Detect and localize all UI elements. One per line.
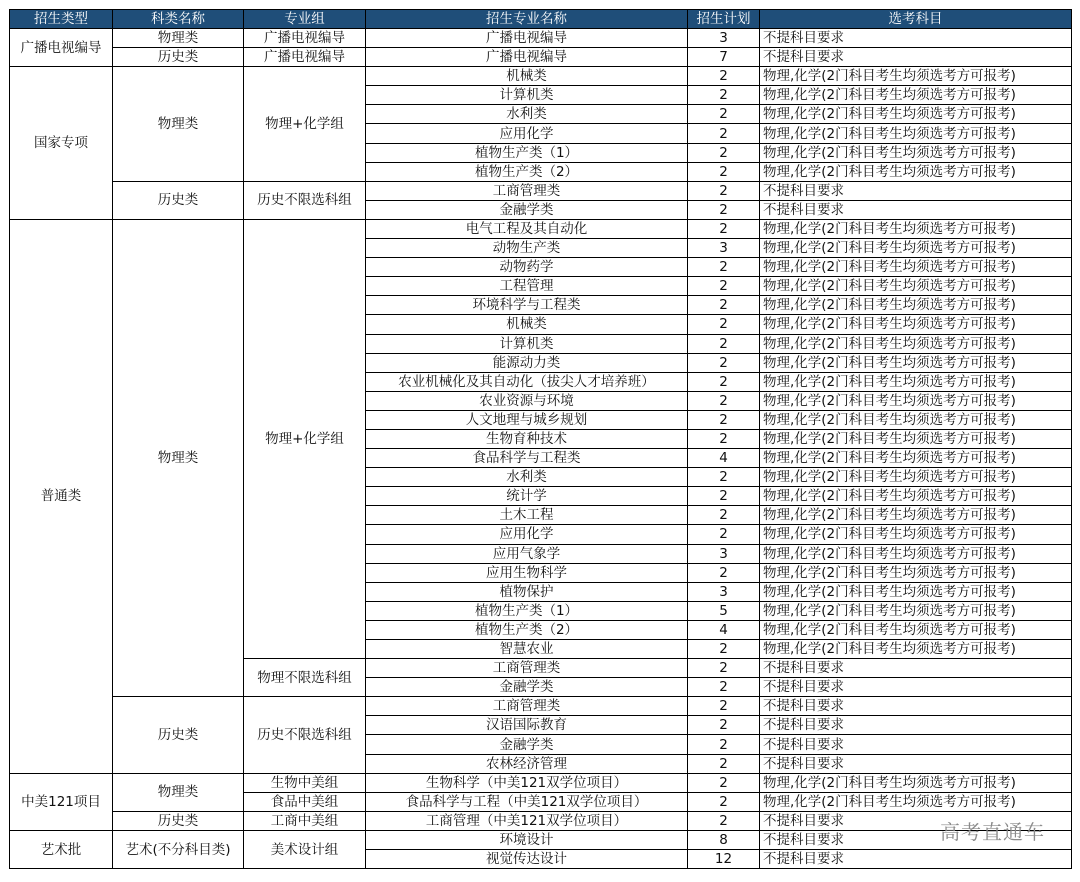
header-required-subjects: 选考科目: [760, 10, 1072, 29]
major-name-cell: 金融学类: [366, 200, 688, 219]
major-name-cell: 工商管理类: [366, 659, 688, 678]
required-subjects-cell: 不提科目要求: [760, 754, 1072, 773]
plan-count-cell: 4: [688, 449, 760, 468]
required-subjects-cell: 不提科目要求: [760, 29, 1072, 48]
required-subjects-cell: 不提科目要求: [760, 697, 1072, 716]
subject-category-cell: 历史类: [113, 811, 244, 830]
plan-count-cell: 7: [688, 48, 760, 67]
major-group-cell: 历史不限选科组: [244, 697, 366, 773]
table-row: [10, 219, 1072, 238]
plan-count-cell: 2: [688, 315, 760, 334]
required-subjects-cell: 物理,化学(2门科目考生均须选考方可报考): [760, 353, 1072, 372]
required-subjects-cell: 物理,化学(2门科目考生均须选考方可报考): [760, 487, 1072, 506]
major-name-cell: 金融学类: [366, 678, 688, 697]
required-subjects-cell: 物理,化学(2门科目考生均须选考方可报考): [760, 601, 1072, 620]
table-body: [10, 29, 1072, 869]
table-row: [10, 830, 1072, 849]
major-name-cell: 农林经济管理: [366, 754, 688, 773]
header-major-name: 招生专业名称: [366, 10, 688, 29]
subject-category-cell: 历史类: [113, 697, 244, 773]
major-name-cell: 计算机类: [366, 334, 688, 353]
table-row: [10, 67, 1072, 86]
plan-count-cell: 2: [688, 334, 760, 353]
major-name-cell: 生物育种技术: [366, 429, 688, 448]
required-subjects-cell: 不提科目要求: [760, 678, 1072, 697]
plan-count-cell: 2: [688, 391, 760, 410]
plan-count-cell: 2: [688, 735, 760, 754]
plan-count-cell: 2: [688, 429, 760, 448]
required-subjects-cell: 物理,化学(2门科目考生均须选考方可报考): [760, 277, 1072, 296]
major-group-cell: 广播电视编导: [244, 48, 366, 67]
major-name-cell: 环境设计: [366, 830, 688, 849]
table-row: [10, 181, 1072, 200]
plan-count-cell: 3: [688, 29, 760, 48]
required-subjects-cell: 物理,化学(2门科目考生均须选考方可报考): [760, 468, 1072, 487]
subject-category-cell: 历史类: [113, 48, 244, 67]
major-name-cell: 生物科学（中美121双学位项目）: [366, 773, 688, 792]
major-group-cell: 物理不限选科组: [244, 659, 366, 697]
plan-count-cell: 2: [688, 162, 760, 181]
major-name-cell: 食品科学与工程类: [366, 449, 688, 468]
required-subjects-cell: 物理,化学(2门科目考生均须选考方可报考): [760, 525, 1072, 544]
required-subjects-cell: 物理,化学(2门科目考生均须选考方可报考): [760, 219, 1072, 238]
subject-category-cell: 物理类: [113, 29, 244, 48]
required-subjects-cell: 物理,化学(2门科目考生均须选考方可报考): [760, 258, 1072, 277]
required-subjects-cell: 不提科目要求: [760, 735, 1072, 754]
required-subjects-cell: 物理,化学(2门科目考生均须选考方可报考): [760, 582, 1072, 601]
major-group-cell: 物理+化学组: [244, 67, 366, 182]
major-name-cell: 金融学类: [366, 735, 688, 754]
required-subjects-cell: 物理,化学(2门科目考生均须选考方可报考): [760, 429, 1072, 448]
plan-count-cell: 2: [688, 811, 760, 830]
major-name-cell: 广播电视编导: [366, 48, 688, 67]
major-name-cell: 应用化学: [366, 525, 688, 544]
required-subjects-cell: 物理,化学(2门科目考生均须选考方可报考): [760, 86, 1072, 105]
major-name-cell: 农业机械化及其自动化（拔尖人才培养班）: [366, 372, 688, 391]
plan-count-cell: 2: [688, 487, 760, 506]
required-subjects-cell: 物理,化学(2门科目考生均须选考方可报考): [760, 334, 1072, 353]
subject-category-cell: 物理类: [113, 219, 244, 696]
major-name-cell: 工商管理类: [366, 181, 688, 200]
major-group-cell: 历史不限选科组: [244, 181, 366, 219]
required-subjects-cell: 物理,化学(2门科目考生均须选考方可报考): [760, 372, 1072, 391]
major-name-cell: 水利类: [366, 468, 688, 487]
enrollment-type-cell: 艺术批: [10, 830, 113, 868]
table-header-row: [10, 10, 1072, 29]
plan-count-cell: 2: [688, 773, 760, 792]
required-subjects-cell: 物理,化学(2门科目考生均须选考方可报考): [760, 296, 1072, 315]
major-name-cell: 广播电视编导: [366, 29, 688, 48]
required-subjects-cell: 物理,化学(2门科目考生均须选考方可报考): [760, 506, 1072, 525]
required-subjects-cell: 物理,化学(2门科目考生均须选考方可报考): [760, 640, 1072, 659]
plan-count-cell: 5: [688, 601, 760, 620]
plan-count-cell: 2: [688, 67, 760, 86]
plan-count-cell: 2: [688, 659, 760, 678]
required-subjects-cell: 物理,化学(2门科目考生均须选考方可报考): [760, 620, 1072, 639]
plan-count-cell: 4: [688, 620, 760, 639]
major-group-cell: 生物中美组: [244, 773, 366, 792]
plan-count-cell: 2: [688, 219, 760, 238]
major-name-cell: 植物生产类（1）: [366, 143, 688, 162]
major-name-cell: 视觉传达设计: [366, 850, 688, 869]
major-group-cell: 物理+化学组: [244, 219, 366, 658]
major-name-cell: 统计学: [366, 487, 688, 506]
major-name-cell: 水利类: [366, 105, 688, 124]
header-major-group: 专业组: [244, 10, 366, 29]
major-name-cell: 环境科学与工程类: [366, 296, 688, 315]
required-subjects-cell: 物理,化学(2门科目考生均须选考方可报考): [760, 449, 1072, 468]
major-group-cell: 食品中美组: [244, 792, 366, 811]
required-subjects-cell: 物理,化学(2门科目考生均须选考方可报考): [760, 315, 1072, 334]
major-group-cell: 美术设计组: [244, 830, 366, 868]
plan-count-cell: 2: [688, 105, 760, 124]
major-name-cell: 植物保护: [366, 582, 688, 601]
required-subjects-cell: 物理,化学(2门科目考生均须选考方可报考): [760, 143, 1072, 162]
plan-count-cell: 2: [688, 277, 760, 296]
major-name-cell: 机械类: [366, 315, 688, 334]
plan-count-cell: 2: [688, 563, 760, 582]
watermark: 高考直通车: [940, 820, 1045, 845]
header-enrollment-type: 招生类型: [10, 10, 113, 29]
plan-count-cell: 2: [688, 143, 760, 162]
required-subjects-cell: 物理,化学(2门科目考生均须选考方可报考): [760, 67, 1072, 86]
major-name-cell: 工商管理（中美121双学位项目）: [366, 811, 688, 830]
plan-count-cell: 2: [688, 525, 760, 544]
enrollment-type-cell: 国家专项: [10, 67, 113, 220]
plan-count-cell: 3: [688, 544, 760, 563]
plan-count-cell: 2: [688, 124, 760, 143]
subject-category-cell: 历史类: [113, 181, 244, 219]
major-name-cell: 应用化学: [366, 124, 688, 143]
plan-count-cell: 2: [688, 200, 760, 219]
required-subjects-cell: 物理,化学(2门科目考生均须选考方可报考): [760, 544, 1072, 563]
required-subjects-cell: 不提科目要求: [760, 811, 1072, 830]
major-name-cell: 机械类: [366, 67, 688, 86]
required-subjects-cell: 物理,化学(2门科目考生均须选考方可报考): [760, 410, 1072, 429]
plan-count-cell: 2: [688, 296, 760, 315]
major-name-cell: 农业资源与环境: [366, 391, 688, 410]
major-group-cell: 广播电视编导: [244, 29, 366, 48]
major-name-cell: 食品科学与工程（中美121双学位项目）: [366, 792, 688, 811]
header-subject-category: 科类名称: [113, 10, 244, 29]
required-subjects-cell: 不提科目要求: [760, 850, 1072, 869]
required-subjects-cell: 不提科目要求: [760, 200, 1072, 219]
plan-count-cell: 2: [688, 754, 760, 773]
required-subjects-cell: 不提科目要求: [760, 659, 1072, 678]
subject-category-cell: 物理类: [113, 773, 244, 811]
plan-count-cell: 3: [688, 239, 760, 258]
required-subjects-cell: 物理,化学(2门科目考生均须选考方可报考): [760, 162, 1072, 181]
plan-count-cell: 2: [688, 181, 760, 200]
plan-count-cell: 2: [688, 372, 760, 391]
major-name-cell: 计算机类: [366, 86, 688, 105]
required-subjects-cell: 物理,化学(2门科目考生均须选考方可报考): [760, 239, 1072, 258]
major-name-cell: 土木工程: [366, 506, 688, 525]
table-row: [10, 29, 1072, 48]
major-name-cell: 电气工程及其自动化: [366, 219, 688, 238]
plan-count-cell: 2: [688, 506, 760, 525]
major-name-cell: 应用气象学: [366, 544, 688, 563]
major-name-cell: 植物生产类（2）: [366, 620, 688, 639]
plan-count-cell: 2: [688, 678, 760, 697]
plan-count-cell: 2: [688, 792, 760, 811]
plan-count-cell: 2: [688, 353, 760, 372]
required-subjects-cell: 物理,化学(2门科目考生均须选考方可报考): [760, 124, 1072, 143]
plan-count-cell: 2: [688, 410, 760, 429]
admission-plan-table: [9, 9, 1072, 869]
admission-table-wrapper: [9, 9, 1071, 869]
major-name-cell: 工商管理类: [366, 697, 688, 716]
required-subjects-cell: 物理,化学(2门科目考生均须选考方可报考): [760, 391, 1072, 410]
required-subjects-cell: 不提科目要求: [760, 181, 1072, 200]
major-name-cell: 应用生物科学: [366, 563, 688, 582]
plan-count-cell: 2: [688, 86, 760, 105]
table-row: [10, 773, 1072, 792]
major-name-cell: 动物药学: [366, 258, 688, 277]
required-subjects-cell: 物理,化学(2门科目考生均须选考方可报考): [760, 563, 1072, 582]
plan-count-cell: 2: [688, 468, 760, 487]
major-name-cell: 植物生产类（2）: [366, 162, 688, 181]
major-name-cell: 智慧农业: [366, 640, 688, 659]
required-subjects-cell: 不提科目要求: [760, 716, 1072, 735]
required-subjects-cell: 物理,化学(2门科目考生均须选考方可报考): [760, 105, 1072, 124]
header-plan-count: 招生计划: [688, 10, 760, 29]
plan-count-cell: 2: [688, 697, 760, 716]
plan-count-cell: 8: [688, 830, 760, 849]
enrollment-type-cell: 中美121项目: [10, 773, 113, 830]
major-name-cell: 能源动力类: [366, 353, 688, 372]
plan-count-cell: 2: [688, 716, 760, 735]
table-row: [10, 697, 1072, 716]
enrollment-type-cell: 普通类: [10, 219, 113, 773]
major-group-cell: 工商中美组: [244, 811, 366, 830]
table-row: [10, 48, 1072, 67]
required-subjects-cell: 不提科目要求: [760, 48, 1072, 67]
plan-count-cell: 12: [688, 850, 760, 869]
subject-category-cell: 物理类: [113, 67, 244, 182]
plan-count-cell: 2: [688, 640, 760, 659]
plan-count-cell: 2: [688, 258, 760, 277]
table-row: [10, 811, 1072, 830]
major-name-cell: 工程管理: [366, 277, 688, 296]
major-name-cell: 植物生产类（1）: [366, 601, 688, 620]
major-name-cell: 动物生产类: [366, 239, 688, 258]
required-subjects-cell: 物理,化学(2门科目考生均须选考方可报考): [760, 773, 1072, 792]
required-subjects-cell: 不提科目要求: [760, 830, 1072, 849]
subject-category-cell: 艺术(不分科目类): [113, 830, 244, 868]
major-name-cell: 人文地理与城乡规划: [366, 410, 688, 429]
plan-count-cell: 3: [688, 582, 760, 601]
major-name-cell: 汉语国际教育: [366, 716, 688, 735]
enrollment-type-cell: 广播电视编导: [10, 29, 113, 67]
required-subjects-cell: 物理,化学(2门科目考生均须选考方可报考): [760, 792, 1072, 811]
